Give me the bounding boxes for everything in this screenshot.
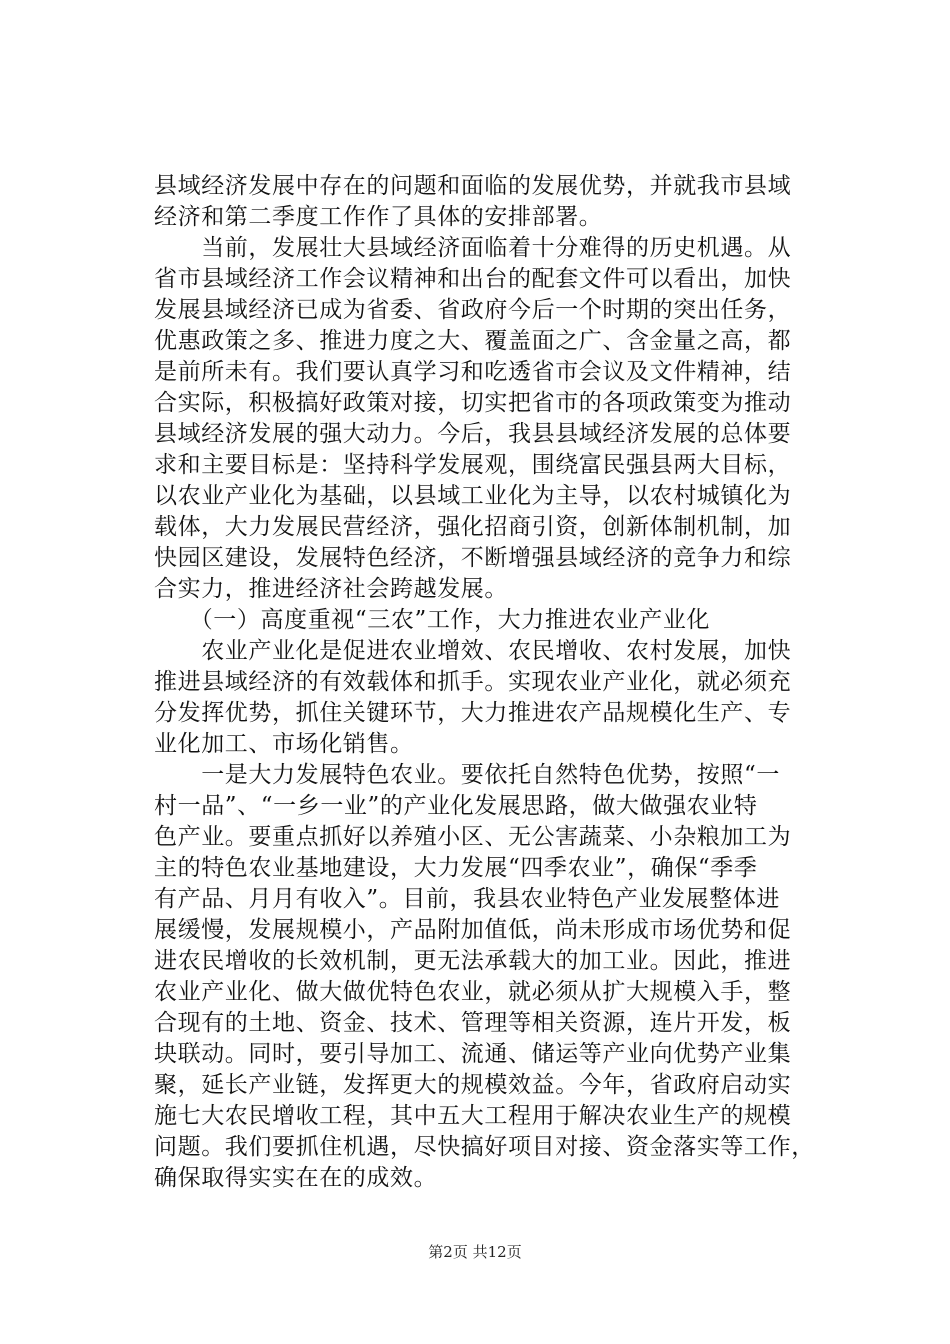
body-text xyxy=(154,171,814,1194)
text-line: 经济和第二季度工作作了具体的安排部署。 xyxy=(154,204,603,230)
text-line: 色产业。要重点抓好以养殖小区、无公害蔬菜、小杂粮加工为 xyxy=(154,824,792,850)
text-line: 施七大农民增收工程，其中五大工程用于解决农业生产的规模 xyxy=(154,1103,792,1129)
text-line: 块联动。同时，要引导加工、流通、储运等产业向优势产业集 xyxy=(154,1041,792,1067)
text-line: 农业产业化是促进农业增效、农民增收、农村发展，加快 xyxy=(154,638,792,664)
text-line: 以农业产业化为基础，以县域工业化为主导，以农村城镇化为 xyxy=(154,483,792,509)
text-line: 载体，大力发展民营经济，强化招商引资，创新体制机制，加 xyxy=(154,514,792,540)
text-line: 展缓慢，发展规模小，产品附加值低，尚未形成市场优势和促 xyxy=(154,917,792,943)
text-line: 求和主要目标是：坚持科学发展观，围绕富民强县两大目标， xyxy=(154,452,792,478)
text-line: 问题。我们要抓住机遇，尽快搞好项目对接、资金落实等工作， xyxy=(154,1134,815,1160)
text-line: 是前所未有。我们要认真学习和吃透省市会议及文件精神，结 xyxy=(154,359,792,385)
section-heading: （一）高度重视“三农”工作，大力推进农业产业化 xyxy=(154,607,711,633)
text-line: 主的特色农业基地建设，大力发展“四季农业”，确保“季季 xyxy=(154,855,758,881)
page-number-footer: 第2页 共12页 xyxy=(428,1243,522,1261)
text-line: 村一品”、“一乡一业”的产业化发展思路，做大做强农业特 xyxy=(154,793,758,819)
text-line: 推进县域经济的有效载体和抓手。实现农业产业化，就必须充 xyxy=(154,669,792,695)
text-line: 确保取得实实在在的成效。 xyxy=(154,1165,438,1191)
text-line: 一是大力发展特色农业。要依托自然特色优势，按照“一 xyxy=(154,762,780,788)
text-line: 快园区建设，发展特色经济，不断增强县域经济的竞争力和综 xyxy=(154,545,792,571)
text-line: 分发挥优势，抓住关键环节，大力推进农产品规模化生产、专 xyxy=(154,700,792,726)
text-line: 省市县域经济工作会议精神和出台的配套文件可以看出，加快 xyxy=(154,266,792,292)
text-line: 聚，延长产业链，发挥更大的规模效益。今年，省政府启动实 xyxy=(154,1072,792,1098)
text-line: 优惠政策之多、推进力度之大、覆盖面之广、含金量之高，都 xyxy=(154,328,792,354)
text-line: 合实际，积极搞好政策对接，切实把省市的各项政策变为推动 xyxy=(154,390,792,416)
text-line: 发展县域经济已成为省委、省政府今后一个时期的突出任务， xyxy=(154,297,792,323)
text-line: 业化加工、市场化销售。 xyxy=(154,731,414,757)
text-line: 进农民增收的长效机制，更无法承载大的加工业。因此，推进 xyxy=(154,948,792,974)
text-line: 农业产业化、做大做优特色农业，就必须从扩大规模入手，整 xyxy=(154,979,792,1005)
text-line: 合现有的土地、资金、技术、管理等相关资源，连片开发，板 xyxy=(154,1010,792,1036)
text-line: 县域经济发展中存在的问题和面临的发展优势，并就我市县域 xyxy=(154,173,792,199)
text-line: 合实力，推进经济社会跨越发展。 xyxy=(154,576,508,602)
text-line: 县域经济发展的强大动力。今后，我县县域经济发展的总体要 xyxy=(154,421,792,447)
text-line: 有产品、月月有收入”。目前，我县农业特色产业发展整体进 xyxy=(154,886,780,912)
text-line: 当前，发展壮大县域经济面临着十分难得的历史机遇。从 xyxy=(154,235,792,261)
